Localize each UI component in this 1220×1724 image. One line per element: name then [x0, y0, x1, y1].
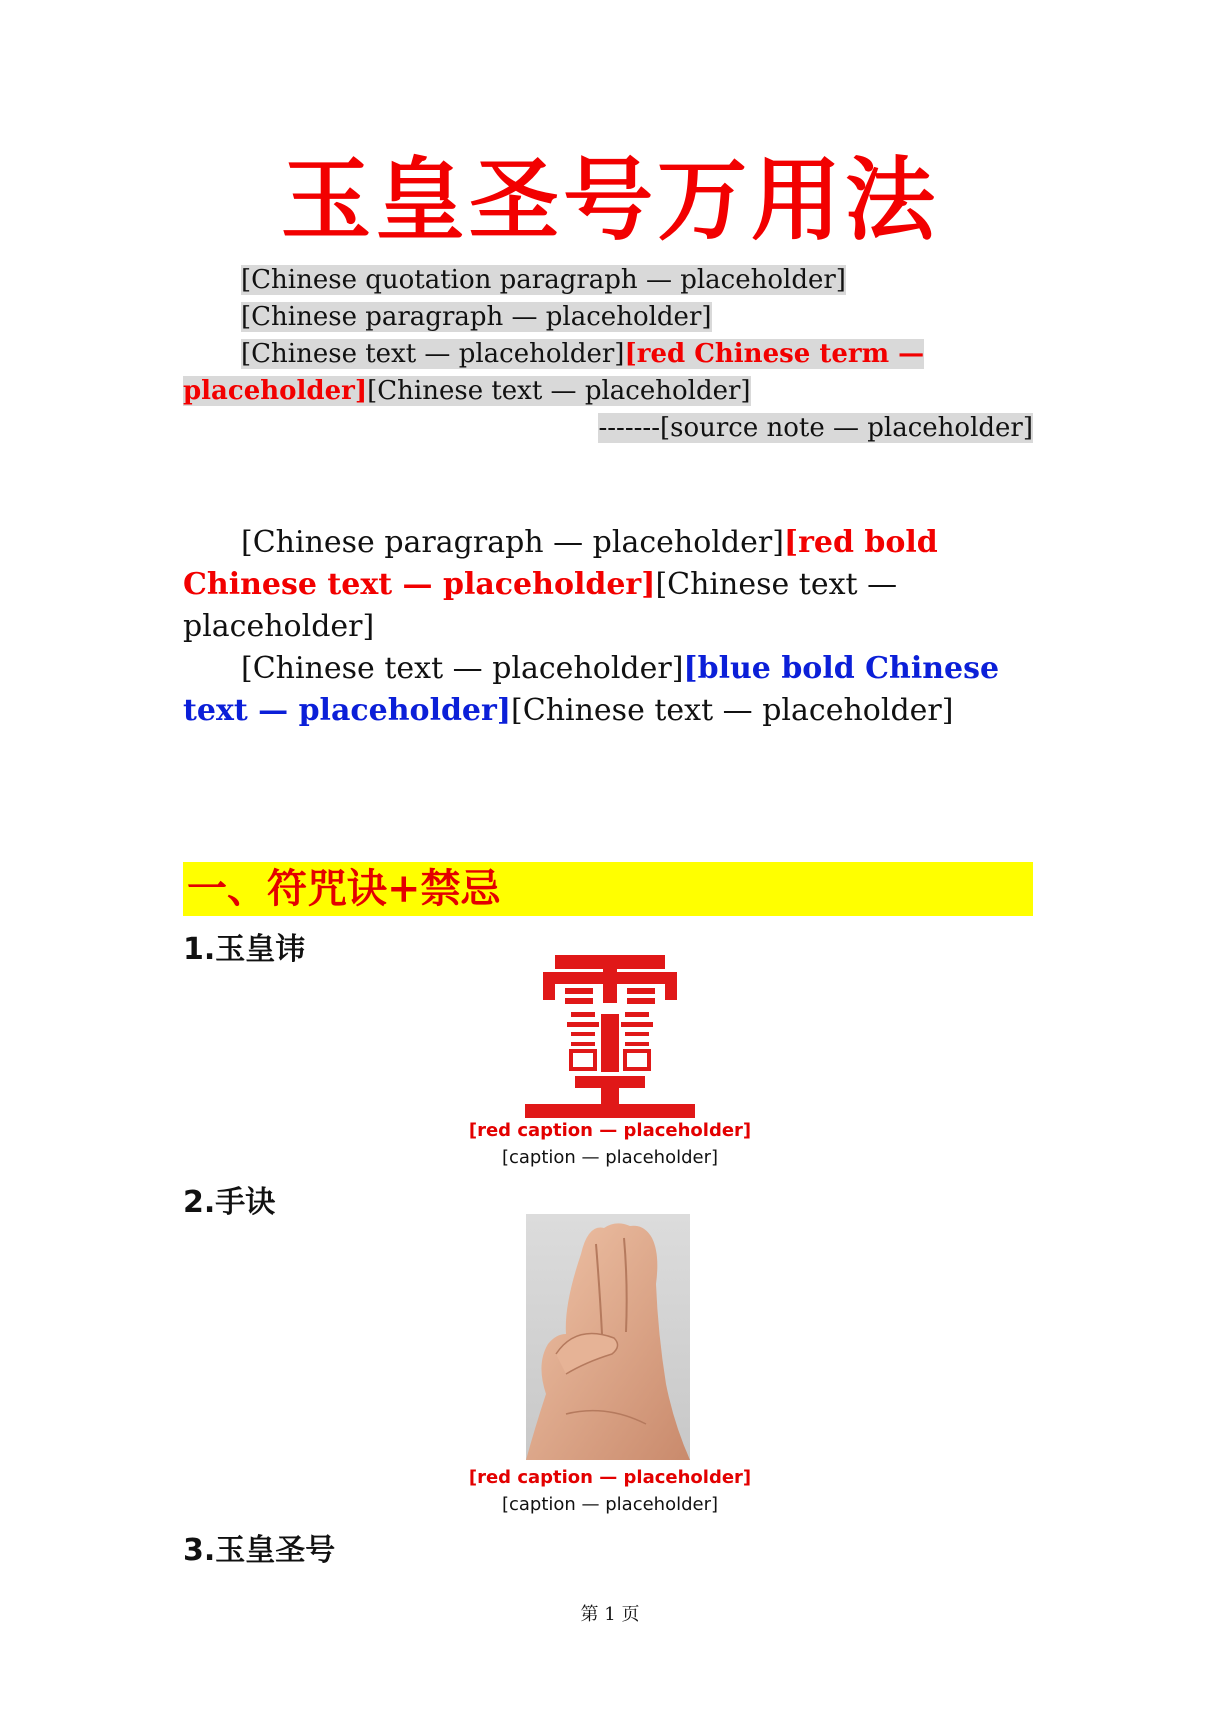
figure-1-caption: [caption — placeholder] — [501, 1147, 719, 1168]
hand-gesture-photo — [526, 1214, 690, 1460]
quote-paragraph-3-start: [Chinese text — placeholder] — [241, 339, 625, 369]
figure-2-caption-title: [red caption — placeholder] — [468, 1467, 752, 1488]
talisman-character-image — [515, 950, 705, 1122]
subheading-1: 1.玉皇讳 — [183, 932, 306, 967]
quote-source-note: -------[source note — placeholder] — [598, 413, 1033, 443]
quote-paragraph-2: [Chinese paragraph — placeholder] — [241, 302, 712, 332]
figure-2-caption: [caption — placeholder] — [501, 1494, 719, 1515]
quote-paragraph-1: [Chinese quotation paragraph — placeholder] — [241, 265, 846, 295]
body-red-emphasis: [red bold Chinese text — placeholder] — [183, 525, 938, 602]
subheading-3: 3.玉皇圣号 — [183, 1533, 336, 1568]
page-number: 第 1 页 — [580, 1604, 640, 1625]
body-blue-emphasis: [blue bold Chinese text — placeholder] — [183, 651, 1000, 728]
quote-paragraph-3-end: [Chinese text — placeholder] — [367, 376, 751, 406]
subheading-2: 2.手诀 — [183, 1185, 276, 1220]
figure-1-caption-title: [red caption — placeholder] — [468, 1120, 752, 1141]
body-text — [183, 522, 1033, 732]
body-paragraph-1-start: [Chinese paragraph — placeholder] — [241, 525, 784, 560]
quoted-excerpt — [183, 262, 1033, 447]
body-paragraph-2-start: [Chinese text — placeholder] — [241, 651, 684, 686]
body-paragraph-2-end: [Chinese text — placeholder] — [511, 693, 954, 728]
section-heading-1: 一、符咒诀+禁忌 — [183, 862, 1033, 916]
quote-highlight-term: [red Chinese term — placeholder] — [183, 339, 925, 406]
page-title: 玉皇圣号万用法 — [281, 147, 939, 253]
body-paragraph-1-end: [Chinese text — placeholder] — [183, 567, 898, 644]
